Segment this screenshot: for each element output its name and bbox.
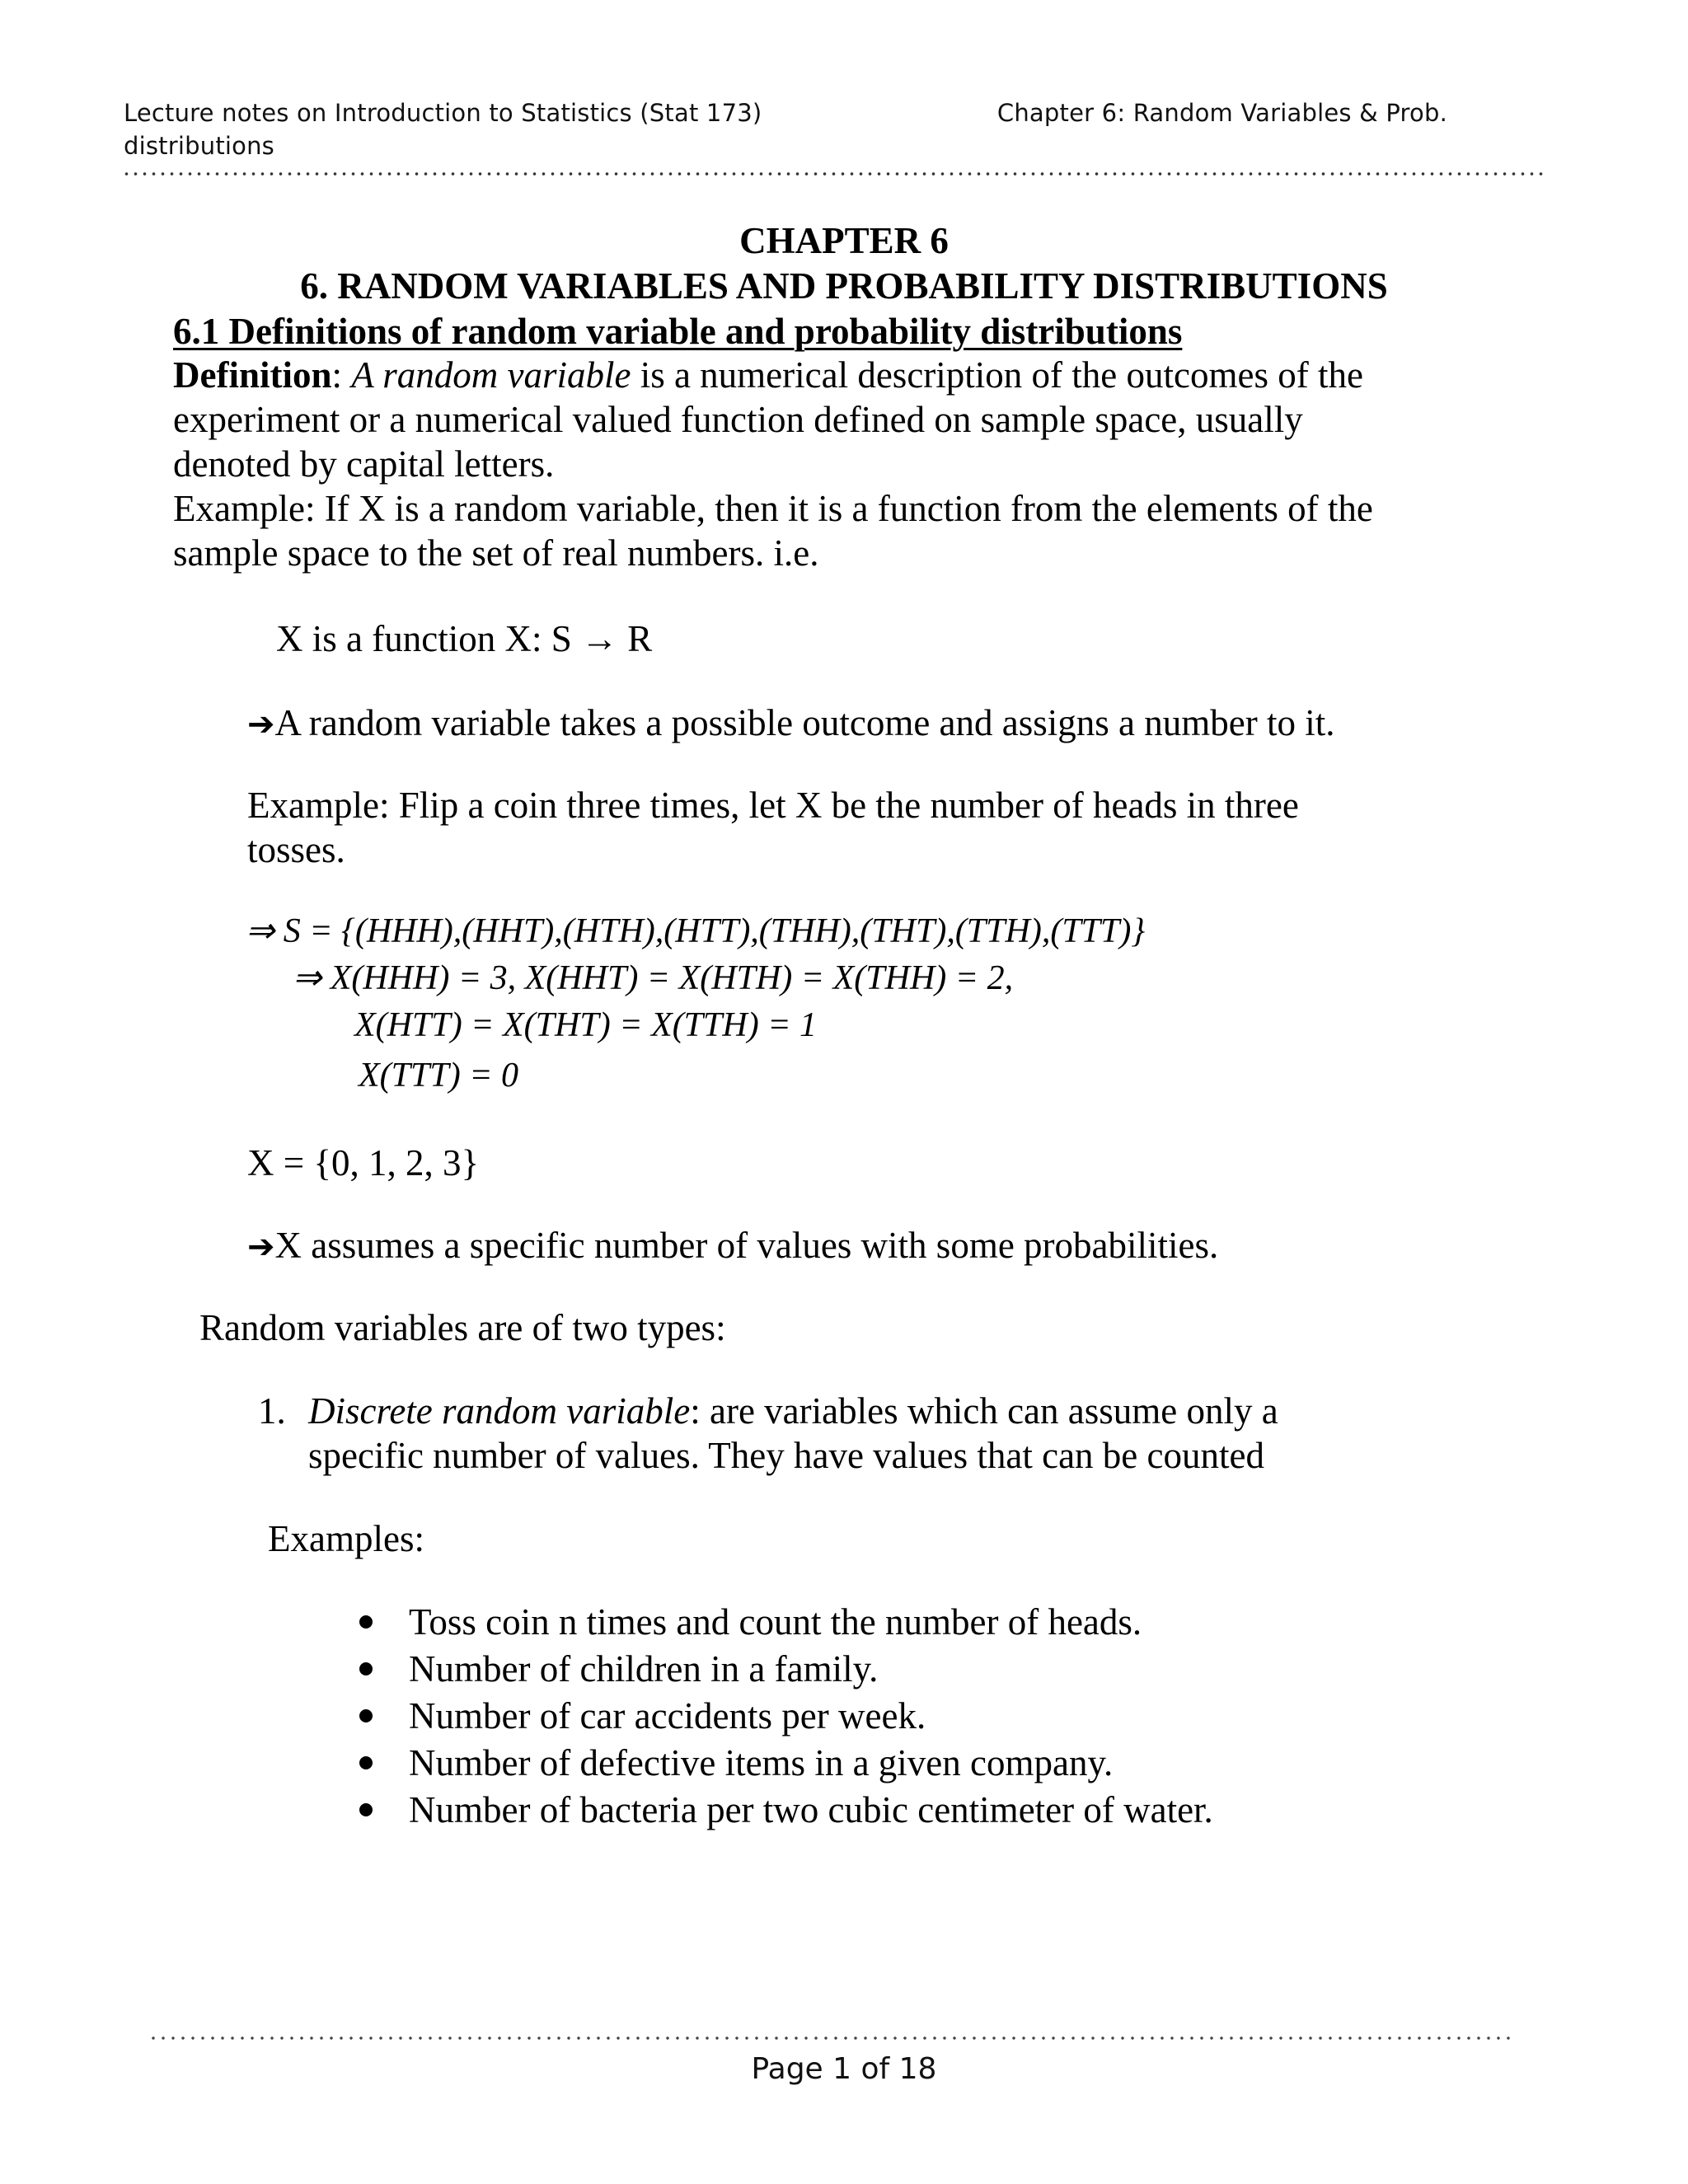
header-chapter-label: Chapter 6: Random Variables & Prob. [996, 99, 1447, 127]
function-definition: X is a function X: S → R [276, 618, 653, 659]
arrow-note-2 [247, 1223, 1218, 1269]
bullet-icon [359, 1615, 373, 1629]
definition-label: Definition [173, 354, 332, 396]
coin-example-line1: Example: Flip a coin three times, let X be the number of heads in three [247, 785, 1299, 826]
bullet-icon [359, 1662, 373, 1675]
list-item: Number of children in a family. [354, 1646, 1213, 1693]
header-course-title-cont: distributions [124, 132, 274, 160]
list-item: Toss coin n times and count the number of heads. [354, 1599, 1213, 1646]
mapping-equation-2: X(HTT) = X(THT) = X(TTH) = 1 [354, 1006, 818, 1044]
footer-divider [148, 2036, 1517, 2041]
arrow-note-text: A random variable takes a possible outcome and assigns a number to it. [274, 702, 1335, 743]
definition-text: is a numerical description of the outcomes of the [631, 354, 1363, 396]
right-arrow-icon: ➔ [247, 1228, 275, 1266]
mapping-equation-3: X(TTT) = 0 [359, 1057, 519, 1094]
type1-line2: specific number of values. They have values that can be counted [308, 1435, 1264, 1476]
examples-list [354, 1599, 1213, 1834]
chapter-subtitle: 6. RANDOM VARIABLES AND PROBABILITY DISTRIBUTIONS [300, 265, 1388, 307]
x-value-set: X = {0, 1, 2, 3} [247, 1142, 480, 1183]
page-number: Page 1 of 18 [751, 2052, 937, 2086]
header-course-title: Lecture notes on Introduction to Statistics (Stat 173) [124, 99, 762, 127]
arrow-note-1 [247, 701, 1334, 747]
example-line2: sample space to the set of real numbers. i.e. [173, 532, 819, 574]
examples-label: Examples: [268, 1518, 424, 1559]
definition-term: A random variable [351, 354, 631, 396]
arrow-note-text: X assumes a specific number of values with some probabilities. [274, 1225, 1219, 1266]
type1-number: 1. [258, 1390, 286, 1432]
bullet-icon [359, 1756, 373, 1769]
definition-paragraph-line1 [173, 353, 1363, 397]
example-line1: Example: If X is a random variable, then it is a function from the elements of the [173, 488, 1373, 529]
definition-colon: : [331, 354, 352, 396]
list-item: Number of defective items in a given company. [354, 1740, 1213, 1787]
header-divider [122, 171, 1545, 176]
type1-line1 [308, 1389, 1278, 1433]
bullet-icon [359, 1709, 373, 1722]
bullet-icon [359, 1803, 373, 1816]
coin-example-line2: tosses. [247, 829, 345, 870]
type1-text: : are variables which can assume only a [690, 1390, 1278, 1432]
chapter-title: CHAPTER 6 [739, 220, 949, 261]
section-heading: 6.1 Definitions of random variable and probability distributions [173, 311, 1183, 352]
list-item: Number of bacteria per two cubic centimeter of water. [354, 1787, 1213, 1834]
definition-paragraph-line2: experiment or a numerical valued function defined on sample space, usually [173, 399, 1303, 440]
list-item: Number of car accidents per week. [354, 1693, 1213, 1740]
definition-paragraph-line3: denoted by capital letters. [173, 443, 555, 485]
types-intro: Random variables are of two types: [199, 1307, 726, 1348]
sample-space-equation: ⇒ S = {(HHH),(HHT),(HTH),(HTT),(THH),(THT),(TTH),(TTT)} [246, 912, 1146, 950]
mapping-equation-1: ⇒ X(HHH) = 3, X(HHT) = X(HTH) = X(THH) = 2, [293, 959, 1014, 997]
type1-term: Discrete random variable [308, 1390, 691, 1432]
right-arrow-icon: ➔ [247, 705, 275, 743]
